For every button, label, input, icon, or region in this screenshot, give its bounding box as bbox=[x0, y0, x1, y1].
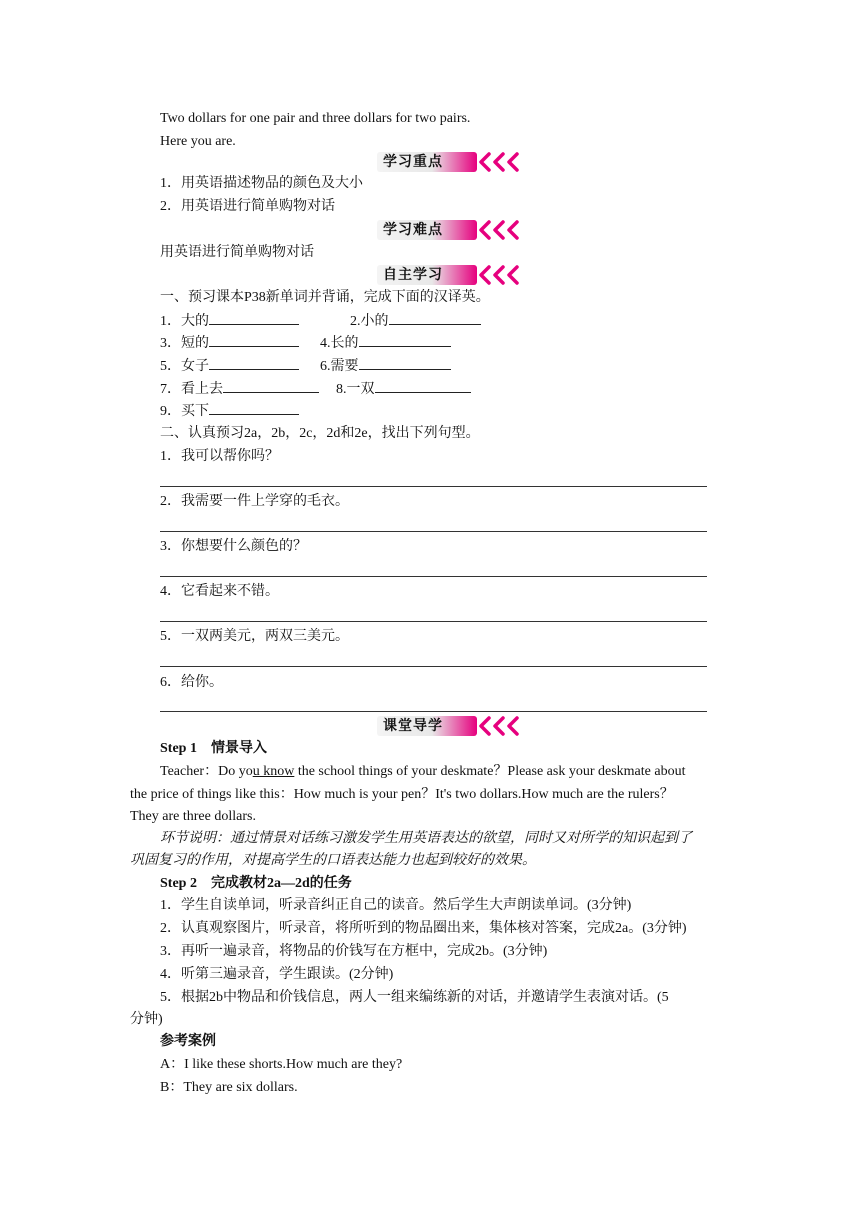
answer-blank[interactable] bbox=[209, 402, 299, 415]
step2-item: 5．根据2b中物品和价钱信息，两人一组来编练新的对话，并邀请学生表演对话。(5 bbox=[160, 990, 669, 1005]
vocab-row bbox=[336, 380, 471, 399]
vocab-item: 9．买下 bbox=[160, 404, 209, 419]
answer-blank[interactable] bbox=[359, 357, 451, 370]
step2-item: 1．学生自读单词，听录音纠正自己的读音。然后学生大声朗读单词。(3分钟) bbox=[160, 898, 632, 913]
key-point-1: 1．用英语描述物品的颜色及大小 bbox=[160, 176, 363, 191]
step1-line-3: They are three dollars. bbox=[130, 809, 256, 824]
step2-item: 分钟) bbox=[130, 1012, 163, 1027]
vocab-item: 6.需要 bbox=[320, 359, 359, 374]
banner-key-points bbox=[377, 151, 523, 173]
banner-difficulties bbox=[377, 219, 523, 241]
chevrons-icon bbox=[475, 151, 523, 173]
intro-line-1: Two dollars for one pair and three dollars for two pairs. bbox=[160, 111, 471, 126]
vocab-item: 1．大的 bbox=[160, 314, 209, 329]
chevrons-icon bbox=[475, 264, 523, 286]
vocab-row bbox=[160, 402, 299, 421]
step1-title: Step 1 情景导入 bbox=[160, 741, 267, 756]
banner-label: 自主学习 bbox=[377, 265, 477, 285]
answer-line[interactable] bbox=[160, 711, 707, 712]
answer-blank[interactable] bbox=[359, 334, 451, 347]
step2-item: 3．再听一遍录音，将物品的价钱写在方框中，完成2b。(3分钟) bbox=[160, 944, 548, 959]
sentence-item: 3．你想要什么颜色的？ bbox=[160, 539, 307, 554]
intro-line-2: Here you are. bbox=[160, 134, 236, 149]
answer-blank[interactable] bbox=[223, 380, 319, 393]
example-title: 参考案例 bbox=[160, 1034, 216, 1049]
vocab-row bbox=[320, 357, 451, 376]
step1-teacher-line bbox=[160, 763, 685, 781]
step1-note-2: 巩固复习的作用，对提高学生的口语表达能力也起到较好的效果。 bbox=[130, 853, 536, 868]
answer-blank[interactable] bbox=[209, 357, 299, 370]
vocab-item: 5．女子 bbox=[160, 359, 209, 374]
difficulty-text: 用英语进行简单购物对话 bbox=[160, 245, 314, 260]
dialogue-line: B：They are six dollars. bbox=[160, 1080, 298, 1095]
sentence-item: 5．一双两美元，两双三美元。 bbox=[160, 629, 349, 644]
vocab-item: 4.长的 bbox=[320, 336, 359, 351]
answer-blank[interactable] bbox=[209, 334, 299, 347]
dialogue-line: A：I like these shorts.How much are they? bbox=[160, 1057, 403, 1072]
teacher-underlined: u know bbox=[252, 764, 295, 779]
vocab-row bbox=[160, 334, 299, 353]
banner-self-study bbox=[377, 264, 523, 286]
banner-label: 课堂导学 bbox=[377, 716, 477, 736]
teacher-prefix: Teacher：Do yo bbox=[160, 764, 253, 779]
step2-item: 2．认真观察图片，听录音，将所听到的物品圈出来，集体核对答案，完成2a。(3分钟) bbox=[160, 921, 687, 936]
vocab-item: 7．看上去 bbox=[160, 382, 223, 397]
part2-heading: 二、认真预习2a，2b，2c，2d和2e，找出下列句型。 bbox=[160, 426, 480, 441]
answer-line[interactable] bbox=[160, 666, 707, 667]
vocab-row bbox=[160, 357, 299, 376]
vocab-item: 2.小的 bbox=[350, 314, 389, 329]
vocab-row bbox=[350, 312, 481, 331]
step1-line-2: the price of things like this：How much is your pen？It's two dollars.How much are the rulers？ bbox=[130, 787, 674, 802]
sentence-item: 6．给你。 bbox=[160, 675, 223, 690]
banner-label: 学习重点 bbox=[377, 152, 477, 172]
sentence-item: 1．我可以帮你吗？ bbox=[160, 449, 279, 464]
vocab-row bbox=[160, 312, 299, 331]
answer-blank[interactable] bbox=[375, 380, 471, 393]
key-point-2: 2．用英语进行简单购物对话 bbox=[160, 199, 335, 214]
answer-line[interactable] bbox=[160, 621, 707, 622]
answer-line[interactable] bbox=[160, 576, 707, 577]
vocab-item: 8.一双 bbox=[336, 382, 375, 397]
sentence-item: 4．它看起来不错。 bbox=[160, 584, 279, 599]
chevrons-icon bbox=[475, 715, 523, 737]
answer-blank[interactable] bbox=[209, 312, 299, 325]
sentence-item: 2．我需要一件上学穿的毛衣。 bbox=[160, 494, 349, 509]
step2-item: 4．听第三遍录音，学生跟读。(2分钟) bbox=[160, 967, 394, 982]
vocab-item: 3．短的 bbox=[160, 336, 209, 351]
teacher-rest: the school things of your deskmate？Please ask your deskmate about bbox=[294, 764, 686, 779]
answer-blank[interactable] bbox=[389, 312, 481, 325]
answer-line[interactable] bbox=[160, 531, 707, 532]
vocab-row bbox=[320, 334, 451, 353]
banner-label: 学习难点 bbox=[377, 220, 477, 240]
part1-heading: 一、预习课本P38新单词并背诵，完成下面的汉译英。 bbox=[160, 290, 490, 305]
banner-class-guide bbox=[377, 715, 523, 737]
step1-note-1: 环节说明：通过情景对话练习激发学生用英语表达的欲望，同时又对所学的知识起到了 bbox=[160, 831, 692, 846]
answer-line[interactable] bbox=[160, 486, 707, 487]
chevrons-icon bbox=[475, 219, 523, 241]
step2-title: Step 2 完成教材2a—2d的任务 bbox=[160, 876, 352, 891]
vocab-row bbox=[160, 380, 319, 399]
